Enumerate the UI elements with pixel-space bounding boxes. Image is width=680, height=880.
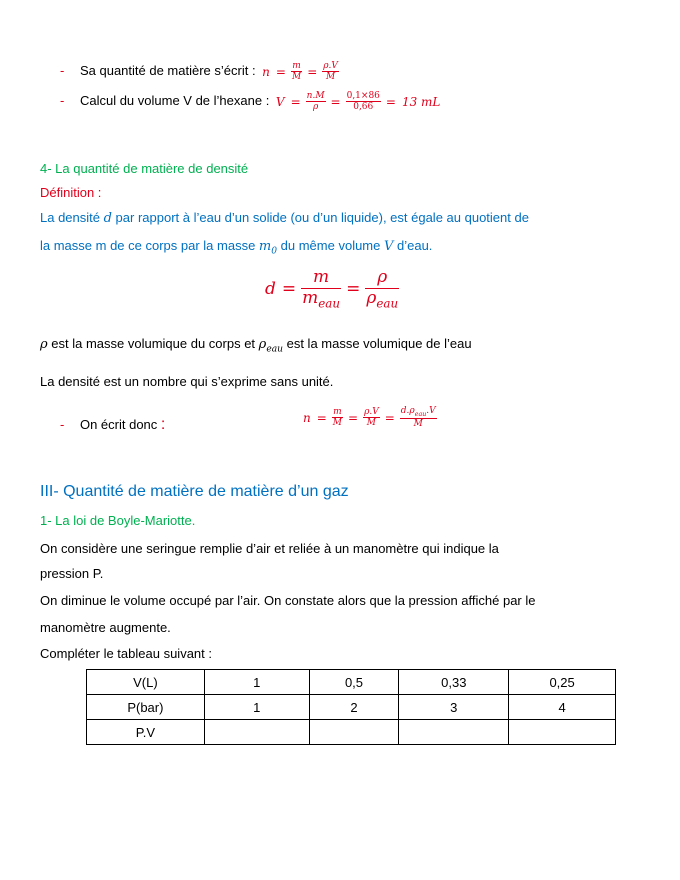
- bullet-text: Calcul du volume V de l’hexane :: [79, 93, 273, 108]
- equation-density: [262, 268, 401, 311]
- eq-sign: =: [307, 64, 318, 79]
- denominator: M: [332, 418, 343, 429]
- table-cell: P.V: [87, 720, 205, 745]
- eq-sign: =: [316, 410, 327, 425]
- bullet-dash: -: [60, 63, 65, 78]
- fraction: [301, 268, 341, 311]
- fraction: [365, 268, 399, 311]
- paragraph-2-line-2: manomètre augmente.: [40, 620, 171, 635]
- eq-lhs: n: [303, 410, 311, 425]
- numerator: m: [333, 406, 342, 417]
- paragraph-1-line-1: On considère une seringue remplie d’air et reliée à un manomètre qui indique la: [40, 541, 499, 556]
- eq-sign: =: [281, 279, 297, 300]
- bullet-text: Sa quantité de matière s’écrit :: [79, 63, 260, 78]
- fraction: [306, 91, 326, 113]
- equation-v: [273, 90, 443, 112]
- numerator: m: [301, 268, 341, 289]
- numerator: $d.\rho_{eau}.V$: [400, 406, 436, 418]
- table-cell-empty[interactable]: [309, 720, 399, 745]
- table-cell: 2: [309, 695, 399, 720]
- rho-explanation: [40, 336, 472, 355]
- table-cell: 1: [204, 670, 309, 695]
- definition-label: Définition :: [40, 185, 102, 200]
- eq-lhs: d: [265, 279, 276, 300]
- section-heading-gas: III- Quantité de matière de matière d’un gaz: [40, 483, 349, 500]
- table-cell: 3: [399, 695, 509, 720]
- numerator: ρ: [365, 268, 399, 289]
- text: est la masse volumique du corps et: [47, 336, 259, 351]
- table-cell-empty[interactable]: [204, 720, 309, 745]
- fraction: [363, 407, 380, 429]
- eq-result: 13 mL: [401, 94, 441, 109]
- paragraph-1-line-2: pression P.: [40, 566, 104, 581]
- eq-lhs: n: [262, 64, 270, 79]
- eq-sign: =: [330, 94, 341, 109]
- table-cell: 0,25: [509, 670, 616, 695]
- eq-sign: =: [290, 94, 301, 109]
- denominator: M: [291, 72, 302, 82]
- table-cell: 0,5: [309, 670, 399, 695]
- text: est la masse volumique de l’eau: [282, 336, 472, 351]
- bullet-text: On écrit donc: [79, 417, 161, 432]
- text: La densité: [40, 210, 104, 225]
- bullet-volume: [60, 88, 443, 115]
- table-cell: P(bar): [87, 695, 205, 720]
- colon: :: [160, 416, 166, 433]
- bullet-quantity: [60, 58, 341, 85]
- subheading-boyle: 1- La loi de Boyle-Mariotte.: [40, 513, 196, 528]
- eq-sign: =: [346, 279, 361, 300]
- fraction: [322, 61, 339, 83]
- var-m0: $m_0$: [258, 239, 278, 257]
- definition-line-1: [40, 210, 529, 226]
- denominator: M: [325, 72, 336, 82]
- section-heading-density: 4- La quantité de matière de densité: [40, 161, 249, 176]
- denominator: M: [413, 419, 423, 430]
- table-intro: Compléter le tableau suivant :: [40, 646, 212, 661]
- numerator: m: [292, 60, 301, 71]
- denominator: ρ: [312, 102, 319, 112]
- denominator: $m_{eau}$: [302, 287, 341, 310]
- eq-lhs: V: [275, 94, 285, 109]
- denominator: M: [366, 418, 377, 429]
- eq-sign: =: [348, 410, 359, 425]
- definition-line-2: [40, 238, 432, 257]
- fraction: [291, 61, 302, 83]
- fraction: [332, 407, 343, 429]
- table-cell: 1: [204, 695, 309, 720]
- text: du même volume: [277, 238, 384, 253]
- denominator: $\rho_{eau}$: [366, 287, 399, 310]
- table-cell: V(L): [87, 670, 205, 695]
- var-v: V: [383, 239, 394, 254]
- numerator: ρ.V: [323, 60, 338, 71]
- table-cell: 4: [509, 695, 616, 720]
- text: par rapport à l’eau d’un solide (ou d’un liquide), est égale au quotient de: [111, 210, 529, 225]
- text: la masse m de ce corps par la masse: [40, 238, 259, 253]
- fraction: [346, 91, 381, 113]
- eq-sign: =: [385, 94, 396, 109]
- equation-n-density: [300, 406, 439, 429]
- data-table: [86, 669, 616, 745]
- table-cell-empty[interactable]: [509, 720, 616, 745]
- numerator: n.M: [306, 90, 325, 101]
- eq-sign: =: [275, 64, 286, 79]
- bullet-write: [60, 412, 165, 438]
- numerator: ρ.V: [364, 406, 379, 417]
- unit-statement: La densité est un nombre qui s’exprime sans unité.: [40, 374, 334, 389]
- paragraph-2-line-1: On diminue le volume occupé par l’air. On constate alors que la pression affiché par le: [40, 593, 536, 608]
- text: d’eau.: [393, 238, 433, 253]
- bullet-dash: -: [60, 417, 65, 432]
- equation-n: [259, 60, 341, 82]
- table-row: [87, 720, 616, 745]
- var-d: d: [103, 211, 112, 226]
- table-row: [87, 695, 616, 720]
- rho-eau-symbol: $\rho_{eau}$: [258, 337, 283, 355]
- fraction: [400, 406, 437, 429]
- table-cell: 0,33: [399, 670, 509, 695]
- table-cell-empty[interactable]: [399, 720, 509, 745]
- numerator: 0,1×86: [346, 90, 380, 101]
- table-row: [87, 670, 616, 695]
- eq-sign: =: [384, 410, 395, 425]
- rho-symbol: ρ: [40, 337, 48, 352]
- denominator: 0,66: [353, 102, 374, 112]
- bullet-dash: -: [60, 93, 65, 108]
